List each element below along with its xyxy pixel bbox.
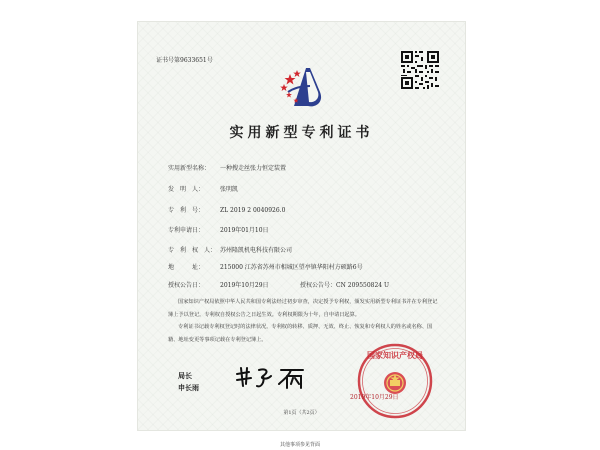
field-patentee xyxy=(168,245,292,254)
field-utility-model-name xyxy=(168,163,286,172)
field-value: 2019年01月10日 xyxy=(220,227,269,234)
qr-code-icon xyxy=(400,50,440,90)
field-inventor xyxy=(168,184,238,193)
signatory-title: 局长 xyxy=(178,371,192,380)
field-label: 发 明 人： xyxy=(168,186,205,193)
certificate-number: 证书号第9633651号 xyxy=(156,57,213,64)
field-value: 215000 江苏省苏州市相城区望亭镇华阳村方硕路6号 xyxy=(220,264,363,271)
certificate-body xyxy=(168,296,438,346)
field-value: 2019年10月29日 xyxy=(220,282,269,289)
field-label: 授权公告日： xyxy=(168,282,205,289)
certificate-title: 实用新型专利证书 xyxy=(229,125,374,141)
patent-office-emblem-icon xyxy=(280,62,332,112)
field-label: 地 址： xyxy=(168,264,205,271)
seal-text: 国家知识产权局 xyxy=(367,350,423,360)
handwritten-signature-icon xyxy=(233,362,323,392)
field-label: 专利申请日： xyxy=(168,227,205,234)
field-value: 一种搜走丝张力恒定装置 xyxy=(220,165,287,172)
field-value: CN 209550824 U xyxy=(336,282,390,289)
field-value: 张明凯 xyxy=(220,186,239,193)
signatory-block xyxy=(178,370,199,394)
field-label: 专 利 权 人： xyxy=(168,247,217,254)
field-label: 实用新型名称： xyxy=(168,165,211,172)
field-address xyxy=(168,262,363,271)
seal-date: 2019年10月29日 xyxy=(350,394,399,401)
field-value: 苏州隆凯机电科技有限公司 xyxy=(220,247,293,254)
footer-note: 其他事项参见背面 xyxy=(279,442,320,448)
field-patent-number xyxy=(168,205,285,214)
certificate-sheet xyxy=(138,22,465,430)
field-application-date xyxy=(168,225,269,234)
field-label: 授权公告号： xyxy=(300,282,337,289)
body-paragraph: 国家知识产权局依照中华人民共和国专利法经过初步审查，决定授予专利权，颁发实用新型专利证书并在专利登记簿上予以登记。专利权自授权公告之日起生效。专利权期限为十年，自申请日起算。 xyxy=(168,299,438,318)
field-label: 专 利 号： xyxy=(168,207,205,214)
field-value: ZL 2019 2 0040926.0 xyxy=(220,207,286,214)
body-paragraph: 专利证书记载专利权登记时的法律状况。专利权的转移、质押、无效、终止、恢复和专利权人的姓名或名称、国籍、地址变更等事项记载在专利登记簿上。 xyxy=(168,324,433,343)
field-grant-date xyxy=(168,280,389,289)
page-number: 第1页（共2页） xyxy=(283,410,320,416)
signatory-name: 申长雨 xyxy=(178,383,199,392)
